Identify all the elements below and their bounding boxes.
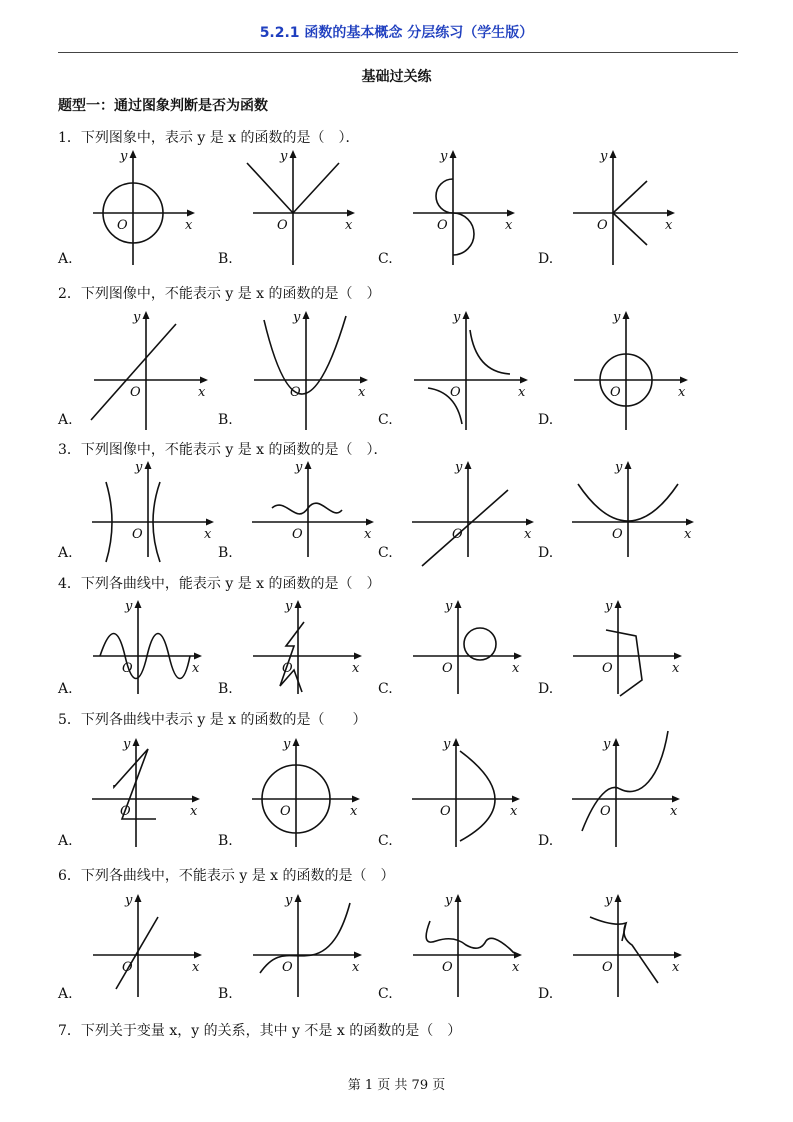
y-axis-arrow <box>135 894 142 902</box>
x-axis-label: x <box>358 385 366 400</box>
x-axis-arrow <box>200 377 208 384</box>
x-axis-arrow <box>507 210 515 217</box>
y-axis-arrow <box>295 894 302 902</box>
x-axis-label: x <box>192 960 200 975</box>
y-axis-label: y <box>293 310 301 325</box>
q5-graph-b <box>228 735 378 850</box>
x-axis-arrow <box>526 519 534 526</box>
q6-option-b: B. <box>218 986 233 1002</box>
q4-graph-d <box>548 598 698 698</box>
origin-label: O <box>280 804 291 819</box>
x-axis-arrow <box>187 210 195 217</box>
page-footer: 第 1 页 共 79 页 <box>347 1078 446 1093</box>
y-axis-label: y <box>445 893 453 908</box>
q5-option-a: A. <box>58 833 73 849</box>
origin-label: O <box>122 960 133 975</box>
y-axis-arrow <box>455 894 462 902</box>
y-axis-arrow <box>453 738 460 746</box>
q1-graph-b <box>228 150 378 265</box>
document-header: 5.2.1 函数的基本概念 分层练习（学生版） <box>259 25 534 41</box>
x-axis-arrow <box>194 952 202 959</box>
y-axis-label: y <box>135 460 143 475</box>
x-axis-label: x <box>198 385 206 400</box>
q2-option-d: D. <box>538 412 554 428</box>
q5-graph-d <box>548 735 698 850</box>
y-axis-arrow <box>135 600 142 608</box>
y-axis-arrow <box>133 738 140 746</box>
curve <box>260 903 350 973</box>
y-axis-arrow <box>615 600 622 608</box>
y-axis-label: y <box>120 149 128 164</box>
y-axis-arrow <box>145 461 152 469</box>
x-axis-arrow <box>514 952 522 959</box>
y-axis-label: y <box>133 310 141 325</box>
q3-option-d: D. <box>538 545 554 561</box>
question-1: 1．下列图象中，表示 y 是 x 的函数的是（ ）． <box>58 130 360 146</box>
x-axis-label: x <box>518 385 526 400</box>
curve <box>613 213 647 245</box>
q4-graph-b <box>228 598 378 698</box>
y-axis-arrow <box>295 600 302 608</box>
x-axis-arrow <box>667 210 675 217</box>
origin-label: O <box>600 804 611 819</box>
q3-option-a: A. <box>58 545 73 561</box>
y-axis-label: y <box>285 893 293 908</box>
origin-label: O <box>122 661 133 676</box>
x-axis-arrow <box>206 519 214 526</box>
section-title: 基础过关练 <box>361 69 432 85</box>
x-axis-label: x <box>185 218 193 233</box>
y-axis-label: y <box>440 149 448 164</box>
header-divider <box>58 52 738 53</box>
y-axis-label: y <box>283 737 291 752</box>
origin-label: O <box>602 960 613 975</box>
x-axis-arrow <box>192 796 200 803</box>
question-3: 3．下列图像中，不能表示 y 是 x 的函数的是（ ）． <box>58 442 388 458</box>
x-axis-label: x <box>512 960 520 975</box>
x-axis-arrow <box>680 377 688 384</box>
curve <box>264 316 346 394</box>
origin-label: O <box>130 385 141 400</box>
question-5: 5．下列各曲线中表示 y 是 x 的函数的是（ ） <box>58 712 367 728</box>
q2-graph-d <box>548 308 698 426</box>
question-4: 4．下列各曲线中，能表示 y 是 x 的函数的是（ ） <box>58 576 381 592</box>
x-axis-label: x <box>352 661 360 676</box>
y-axis-label: y <box>603 737 611 752</box>
y-axis-label: y <box>123 737 131 752</box>
q3-graph-d <box>548 462 698 562</box>
origin-label: O <box>450 385 461 400</box>
curve <box>116 917 158 989</box>
curve <box>613 181 647 213</box>
curve <box>460 751 495 841</box>
q2-graph-c <box>388 308 538 426</box>
q3-graph-c <box>388 462 538 562</box>
q3-graph-b <box>228 462 378 562</box>
y-axis-label: y <box>125 599 133 614</box>
question-7: 7．下列关于变量 x，y 的关系，其中 y 不是 x 的函数的是（ ） <box>58 1023 462 1039</box>
q1-graph-d <box>548 150 698 265</box>
q2-graph-b <box>228 308 378 426</box>
x-axis-arrow <box>674 653 682 660</box>
question-2: 2．下列图像中，不能表示 y 是 x 的函数的是（ ） <box>58 286 381 302</box>
x-axis-arrow <box>347 210 355 217</box>
y-axis-arrow <box>293 738 300 746</box>
q1-option-d: D. <box>538 251 554 267</box>
q5-graph-c <box>388 735 538 850</box>
q6-option-c: C. <box>378 986 393 1002</box>
y-axis-arrow <box>143 311 150 319</box>
curve <box>426 921 514 953</box>
q2-option-c: C. <box>378 412 393 428</box>
curve <box>280 622 304 692</box>
y-axis-arrow <box>625 461 632 469</box>
x-axis-arrow <box>352 796 360 803</box>
x-axis-label: x <box>670 804 678 819</box>
y-axis-arrow <box>130 150 137 158</box>
q4-graph-c <box>388 598 538 698</box>
y-axis-arrow <box>455 600 462 608</box>
q3-graph-a <box>68 462 218 562</box>
x-axis-label: x <box>672 661 680 676</box>
q1-graph-c <box>388 150 538 265</box>
q3-option-c: C. <box>378 545 393 561</box>
x-axis-label: x <box>345 218 353 233</box>
origin-label: O <box>290 385 301 400</box>
origin-label: O <box>437 218 448 233</box>
y-axis-arrow <box>305 461 312 469</box>
x-axis-arrow <box>686 519 694 526</box>
q6-option-a: A. <box>58 986 73 1002</box>
x-axis-label: x <box>204 527 212 542</box>
y-axis-label: y <box>453 310 461 325</box>
q2-option-b: B. <box>218 412 233 428</box>
q4-option-d: D. <box>538 681 554 697</box>
q1-option-a: A. <box>58 251 73 267</box>
origin-label: O <box>120 804 131 819</box>
curve <box>453 213 474 255</box>
origin-label: O <box>452 527 463 542</box>
origin-label: O <box>442 960 453 975</box>
origin-label: O <box>597 218 608 233</box>
x-axis-arrow <box>354 952 362 959</box>
q1-option-b: B. <box>218 251 233 267</box>
x-axis-label: x <box>352 960 360 975</box>
y-axis-label: y <box>600 149 608 164</box>
q1-graph-a <box>68 150 218 265</box>
y-axis-arrow <box>610 150 617 158</box>
origin-label: O <box>282 960 293 975</box>
q5-option-c: C. <box>378 833 393 849</box>
q6-option-d: D. <box>538 986 554 1002</box>
x-axis-arrow <box>514 653 522 660</box>
curve <box>470 330 510 374</box>
y-axis-arrow <box>303 311 310 319</box>
y-axis-label: y <box>605 599 613 614</box>
x-axis-label: x <box>678 385 686 400</box>
curve <box>582 731 668 831</box>
x-axis-label: x <box>665 218 673 233</box>
curve <box>436 179 453 213</box>
origin-label: O <box>132 527 143 542</box>
q1-option-c: C. <box>378 251 393 267</box>
q6-graph-c <box>388 895 538 1005</box>
x-axis-arrow <box>360 377 368 384</box>
y-axis-arrow <box>465 461 472 469</box>
question-6: 6．下列各曲线中，不能表示 y 是 x 的函数的是（ ） <box>58 868 395 884</box>
y-axis-arrow <box>463 311 470 319</box>
y-axis-arrow <box>290 150 297 158</box>
q5-option-d: D. <box>538 833 554 849</box>
x-axis-label: x <box>684 527 692 542</box>
y-axis-label: y <box>455 460 463 475</box>
origin-label: O <box>117 218 128 233</box>
x-axis-label: x <box>192 661 200 676</box>
origin-label: O <box>610 385 621 400</box>
x-axis-label: x <box>190 804 198 819</box>
q6-graph-b <box>228 895 378 1005</box>
x-axis-label: x <box>672 960 680 975</box>
y-axis-arrow <box>615 894 622 902</box>
question-type-heading: 题型一：通过图象判断是否为函数 <box>58 98 268 114</box>
x-axis-label: x <box>524 527 532 542</box>
y-axis-label: y <box>615 460 623 475</box>
y-axis-arrow <box>613 738 620 746</box>
curve <box>272 503 342 514</box>
origin-label: O <box>612 527 623 542</box>
x-axis-arrow <box>674 952 682 959</box>
x-axis-arrow <box>520 377 528 384</box>
x-axis-arrow <box>512 796 520 803</box>
q6-graph-d <box>548 895 698 1005</box>
curve <box>91 324 176 420</box>
x-axis-label: x <box>512 661 520 676</box>
q5-option-b: B. <box>218 833 233 849</box>
y-axis-label: y <box>445 599 453 614</box>
origin-label: O <box>282 661 293 676</box>
x-axis-label: x <box>350 804 358 819</box>
x-axis-arrow <box>354 653 362 660</box>
y-axis-label: y <box>605 893 613 908</box>
x-axis-arrow <box>194 653 202 660</box>
x-axis-arrow <box>672 796 680 803</box>
y-axis-arrow <box>623 311 630 319</box>
origin-label: O <box>602 661 613 676</box>
q2-graph-a <box>68 308 218 426</box>
y-axis-label: y <box>443 737 451 752</box>
y-axis-label: y <box>285 599 293 614</box>
y-axis-label: y <box>613 310 621 325</box>
y-axis-arrow <box>450 150 457 158</box>
q4-option-c: C. <box>378 681 393 697</box>
origin-label: O <box>292 527 303 542</box>
q2-option-a: A. <box>58 412 73 428</box>
origin-label: O <box>442 661 453 676</box>
y-axis-label: y <box>280 149 288 164</box>
q4-graph-a <box>68 598 218 698</box>
curve <box>422 490 508 566</box>
x-axis-label: x <box>505 218 513 233</box>
q5-graph-a <box>68 735 218 850</box>
origin-label: O <box>277 218 288 233</box>
q3-option-b: B. <box>218 545 233 561</box>
curve <box>590 917 658 983</box>
x-axis-label: x <box>510 804 518 819</box>
q6-graph-a <box>68 895 218 1005</box>
q4-option-a: A. <box>58 681 73 697</box>
y-axis-label: y <box>295 460 303 475</box>
x-axis-label: x <box>364 527 372 542</box>
q4-option-b: B. <box>218 681 233 697</box>
y-axis-label: y <box>125 893 133 908</box>
x-axis-arrow <box>366 519 374 526</box>
origin-label: O <box>440 804 451 819</box>
